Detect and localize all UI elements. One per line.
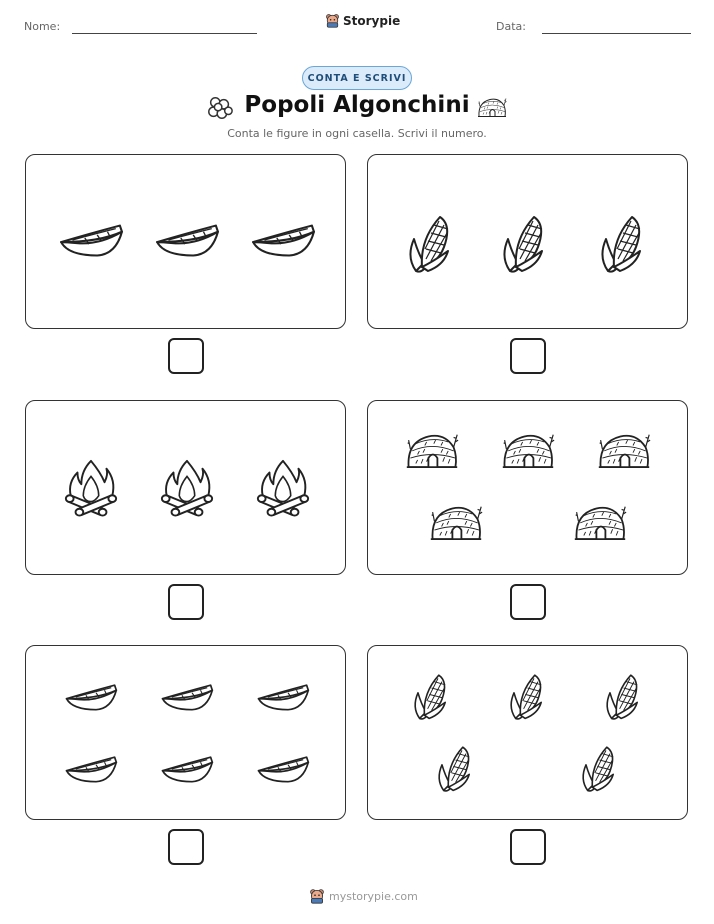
wigwam-icon: [573, 501, 627, 543]
canoe-icon: [256, 680, 310, 714]
wigwam-icon: [597, 429, 651, 471]
storypie-mascot-icon: [309, 888, 325, 904]
wigwam-icon: [501, 429, 555, 471]
corn-icon: [578, 742, 618, 794]
corn-icon: [434, 742, 474, 794]
count-panel-wigwam-1: [367, 400, 688, 575]
canoe-icon: [154, 219, 220, 261]
corn-icon: [596, 211, 646, 275]
name-label: Nome:: [24, 20, 61, 33]
campfire-icon: [158, 457, 216, 519]
corn-icon: [506, 670, 546, 722]
canoe-icon: [64, 752, 118, 786]
wigwam-icon: [405, 429, 459, 471]
footer-url[interactable]: mystorypie.com: [329, 889, 418, 903]
campfire-icon: [62, 457, 120, 519]
campfire-icon: [254, 457, 312, 519]
canoe-icon: [64, 680, 118, 714]
activity-badge: CONTA E SCRIVI: [302, 66, 412, 90]
canoe-icon: [256, 752, 310, 786]
date-field[interactable]: [542, 33, 691, 34]
canoe-icon: [160, 752, 214, 786]
brand-name: Storypie: [343, 13, 401, 28]
wigwam-icon: [477, 95, 507, 119]
storypie-mascot-icon: [325, 13, 340, 28]
corn-icon: [410, 670, 450, 722]
answer-box-4[interactable]: [510, 584, 546, 620]
corn-icon: [498, 211, 548, 275]
count-panel-canoe-1: [25, 154, 346, 329]
corn-icon: [404, 211, 454, 275]
count-panel-canoe-2: [25, 645, 346, 820]
brand-logo: [325, 13, 400, 28]
answer-box-5[interactable]: [168, 829, 204, 865]
corn-icon: [602, 670, 642, 722]
count-panel-corn-2: [367, 645, 688, 820]
answer-box-1[interactable]: [168, 338, 204, 374]
answer-box-2[interactable]: [510, 338, 546, 374]
canoe-icon: [250, 219, 316, 261]
name-field[interactable]: [72, 33, 257, 34]
answer-box-3[interactable]: [168, 584, 204, 620]
footer: [309, 888, 418, 904]
page-title: Popoli Algonchini: [244, 92, 470, 118]
canoe-icon: [58, 219, 124, 261]
count-panel-corn-1: [367, 154, 688, 329]
instructions: Conta le figure in ogni casella. Scrivi il numero.: [227, 127, 487, 140]
date-label: Data:: [496, 20, 526, 33]
answer-box-6[interactable]: [510, 829, 546, 865]
count-panel-campfire-1: [25, 400, 346, 575]
wigwam-icon: [429, 501, 483, 543]
canoe-icon: [160, 680, 214, 714]
